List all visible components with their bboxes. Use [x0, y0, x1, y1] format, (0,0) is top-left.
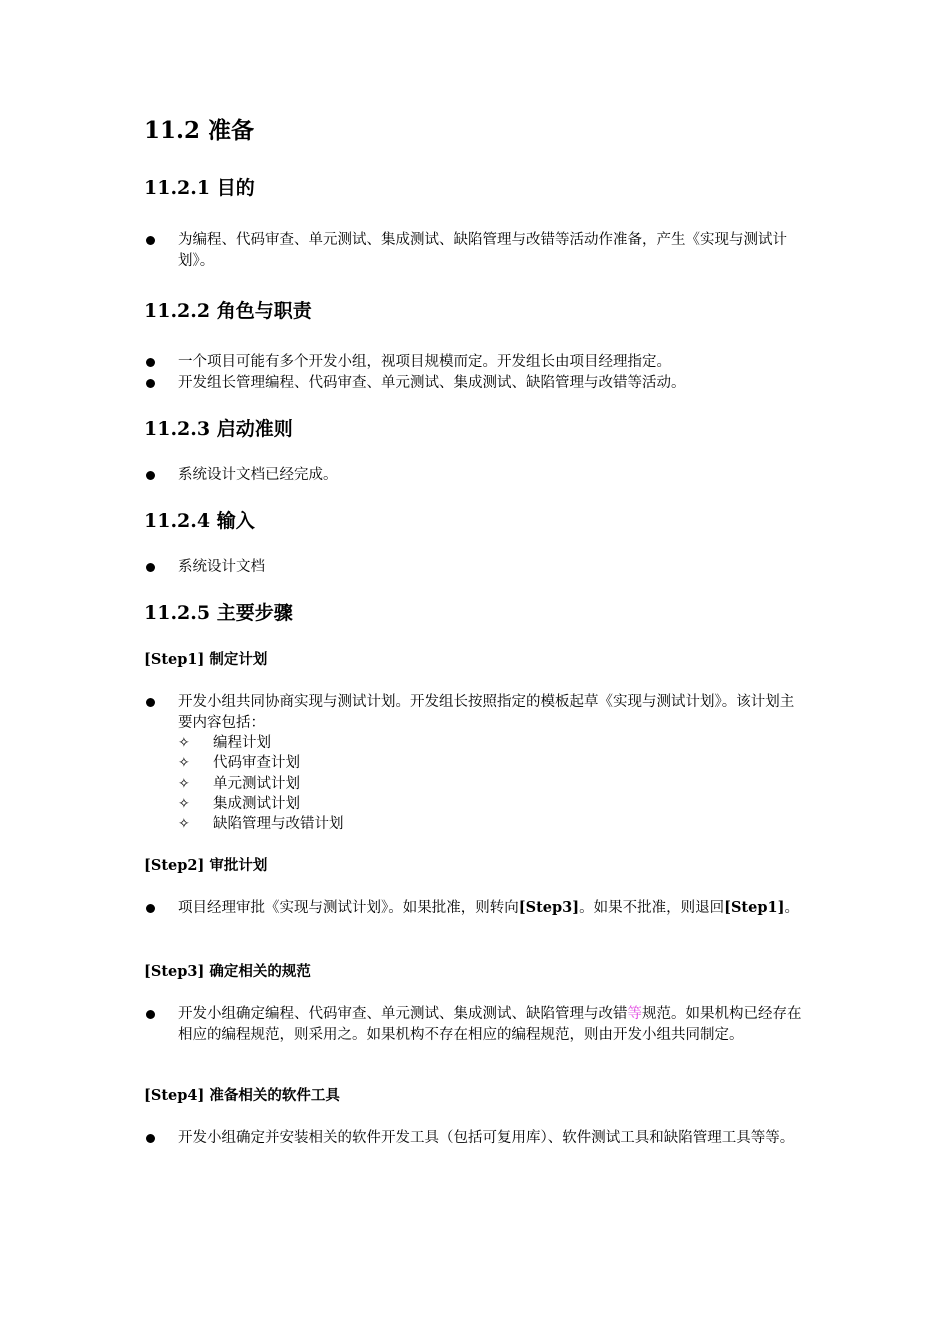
bullet-icon: [146, 379, 155, 388]
purpose-list: [144, 230, 808, 271]
step1-heading: [Step1] 制定计划: [144, 651, 268, 668]
step4-list: [144, 1128, 808, 1149]
list-item: 一个项目可能有多个开发小组，视项目规模而定。开发组长由项目经理指定。: [144, 352, 808, 373]
list-item: 开发组长管理编程、代码审查、单元测试、集成测试、缺陷管理与改错等活动。: [144, 373, 808, 394]
list-item: 项目经理审批《实现与测试计划》。如果批准，则转向[Step3]。如果不批准，则退回[Step1]。: [144, 898, 808, 919]
sub-list-item: ✧ 单元测试计划: [178, 774, 808, 794]
section-title: 11.2 准备: [144, 117, 255, 144]
sub-list-item: ✧ 集成测试计划: [178, 794, 808, 814]
list-item: 开发小组确定并安装相关的软件开发工具（包括可复用库）、软件测试工具和缺陷管理工具等等。: [144, 1128, 808, 1149]
plan-content-list: [178, 733, 808, 834]
sub-list-item: ✧ 代码审查计划: [178, 753, 808, 773]
diamond-bullet-icon: ✧: [178, 795, 190, 812]
bullet-icon: [146, 1010, 155, 1019]
step3-reference: [Step3]: [518, 899, 580, 916]
diamond-bullet-icon: ✧: [178, 816, 190, 833]
bullet-icon: [146, 358, 155, 367]
steps-heading: 11.2.5 主要步骤: [144, 602, 293, 624]
input-list: [144, 557, 808, 578]
step3-heading: [Step3] 确定相关的规范: [144, 963, 311, 980]
diamond-bullet-icon: ✧: [178, 735, 190, 751]
input-heading: 11.2.4 输入: [144, 510, 255, 532]
diamond-bullet-icon: ✧: [178, 755, 190, 772]
list-item: 开发小组确定编程、代码审查、单元测试、集成测试、缺陷管理与改错等规范。如果机构已经存在相应的编程规范，则采用之。如果机构不存在相应的编程规范，则由开发小组共同制定。: [144, 1004, 808, 1045]
sub-list-item: ✧ 编程计划: [178, 733, 808, 753]
roles-heading: 11.2.2 角色与职责: [144, 300, 312, 322]
list-item: 开发小组共同协商实现与测试计划。开发组长按照指定的模板起草《实现与测试计划》。该计划主要内容包括： ✧ 编程计划 ✧ 代码审查计划 ✧ 单元测试计划 ✧ 集成测试计划 ✧ 缺陷管理与改错计划: [144, 692, 808, 834]
bullet-icon: [146, 471, 155, 480]
purpose-heading: 11.2.1 目的: [144, 177, 255, 199]
step2-heading: [Step2] 审批计划: [144, 857, 268, 874]
step3-list: [144, 1004, 808, 1045]
step2-list: [144, 898, 808, 919]
step1-reference: [Step1]: [724, 899, 785, 916]
start-criteria-list: [144, 465, 808, 486]
highlighted-text: 等: [627, 1006, 642, 1022]
bullet-icon: [146, 904, 155, 913]
start-criteria-heading: 11.2.3 启动准则: [144, 418, 293, 440]
list-item: 系统设计文档已经完成。: [144, 465, 808, 486]
diamond-bullet-icon: ✧: [178, 775, 190, 792]
bullet-icon: [146, 236, 155, 245]
step4-heading: [Step4] 准备相关的软件工具: [144, 1087, 340, 1104]
list-item: 系统设计文档: [144, 557, 808, 578]
sub-list-item: ✧ 缺陷管理与改错计划: [178, 814, 808, 834]
bullet-icon: [146, 563, 155, 572]
bullet-icon: [146, 698, 155, 707]
step1-list: [144, 692, 808, 834]
bullet-icon: [146, 1134, 155, 1143]
roles-list: [144, 352, 808, 393]
list-item: 为编程、代码审查、单元测试、集成测试、缺陷管理与改错等活动作准备，产生《实现与测试计划》。: [144, 230, 808, 271]
